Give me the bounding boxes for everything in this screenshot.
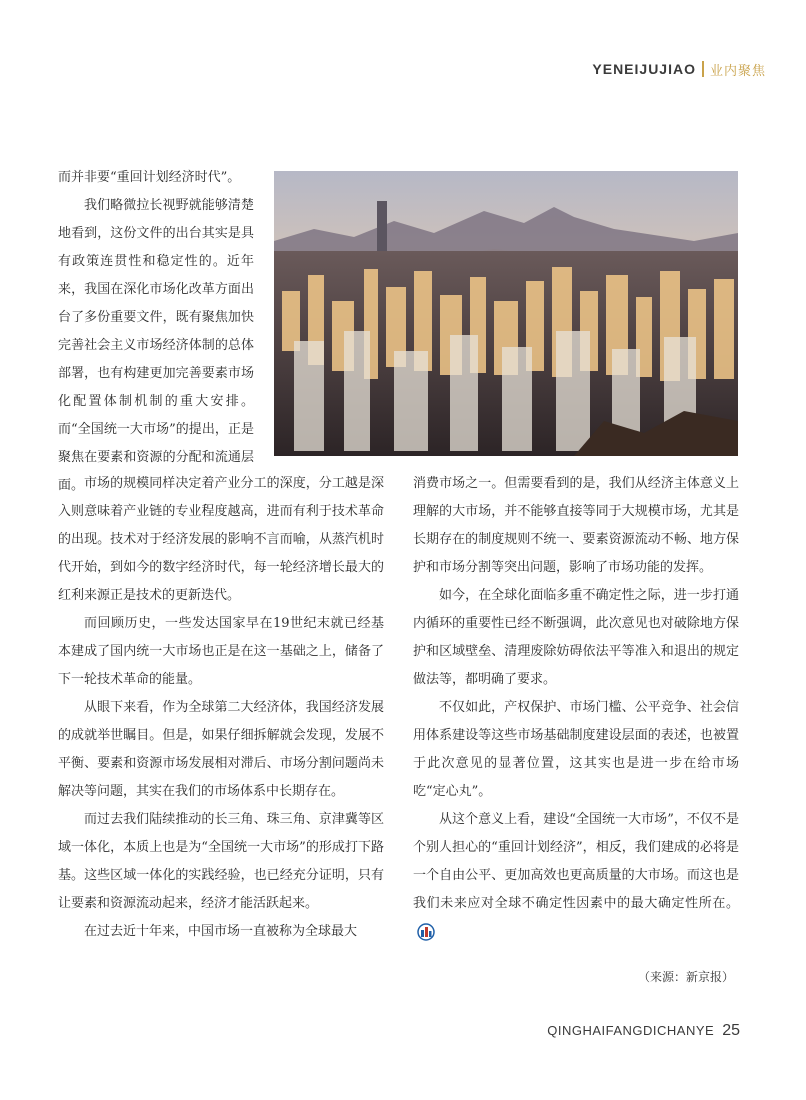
source-note: （来源：新京报） <box>637 970 734 984</box>
paragraph-text: 从这个意义上看，建设“全国统一大市场”，不仅不是个别人担心的“重回计划经济”，相反，我们建成的必将是一个自由公平、更加高效也更高质量的大市场。而这也是我们未来应对全球不确定性因素中的最大确定性所在。 <box>413 812 739 911</box>
header-divider <box>702 61 704 77</box>
paragraph: 市场的规模同样决定着产业分工的深度，分工越是深入则意味着产业链的专业程度越高，进而有利于技术革命的出现。技术对于经济发展的影响不言而喻，从蒸汽机时代开始，到如今的数字经济时代，每一轮经济增长最大的红利来源正是技术的更新迭代。 <box>58 476 384 603</box>
paragraph: 而回顾历史，一些发达国家早在19世纪末就已经基本建成了国内统一大市场也正是在这一基础之上，储备了下一轮技术革命的能量。 <box>58 616 384 687</box>
city-skyline-image <box>274 171 738 456</box>
top-left-column <box>58 164 254 500</box>
paragraph: 消费市场之一。但需要看到的是，我们从经济主体意义上理解的大市场，并不能够直接等同于大规模市场，尤其是长期存在的制度规则不统一、要素资源流动不畅、地方保护和市场分割等突出问题，影响了市场功能的发挥。 <box>413 476 739 575</box>
header-en: YENEIJUJIAO <box>592 61 696 77</box>
paragraph <box>413 806 739 946</box>
header-cn: 业内聚焦 <box>709 63 766 79</box>
right-column <box>413 470 739 946</box>
paragraph: 而过去我们陆续推动的长三角、珠三角、京津冀等区域一体化，本质上也是为“全国统一大市场”的形成打下路基。这些区域一体化的实践经验，也已经充分证明，只有让要素和资源流动起来，经济才能活跃起来。 <box>58 812 384 911</box>
paragraph: 从眼下来看，作为全球第二大经济体，我国经济发展的成就举世瞩目。但是，如果仔细拆解就会发现，发展不平衡、要素和资源市场发展相对滞后、市场分割问题尚未解决等问题，其实在我们的市场体系中长期存在。 <box>58 700 384 799</box>
city-photo <box>274 171 738 456</box>
page-number: 25 <box>722 1022 740 1039</box>
paragraph: 不仅如此，产权保护、市场门槛、公平竞争、社会信用体系建设等这些市场基础制度建设层面的表述，也被置于此次意见的显著位置，这其实也是进一步在给市场吃“定心丸”。 <box>413 700 739 799</box>
magazine-end-mark-icon <box>417 923 435 941</box>
running-header <box>592 58 766 80</box>
left-column <box>58 470 384 946</box>
paragraph: 如今，在全球化面临多重不确定性之际，进一步打通内循环的重要性已经不断强调，此次意见也对破除地方保护和区域壁垒、清理废除妨碍依法平等准入和退出的规定做法等，都明确了要求。 <box>413 588 739 687</box>
paragraph: 我们略微拉长视野就能够清楚地看到，这份文件的出台其实是具有政策连贯性和稳定性的。近年来，我国在深化市场化改革方面出台了多份重要文件，既有聚焦加快完善社会主义市场经济体制的总体部署，也有构建更加完善要素市场化配置体制机制的重大安排。而“全国统一大市场”的提出，正是聚焦在要素和资源的分配和流通层面。 <box>58 198 254 493</box>
paragraph: 在过去近十年来，中国市场一直被称为全球最大 <box>84 924 358 939</box>
paragraph: 而并非要“重回计划经济时代”。 <box>58 170 241 185</box>
page-footer <box>547 1022 740 1040</box>
footer-magazine-name: QINGHAIFANGDICHANYE <box>547 1023 715 1038</box>
